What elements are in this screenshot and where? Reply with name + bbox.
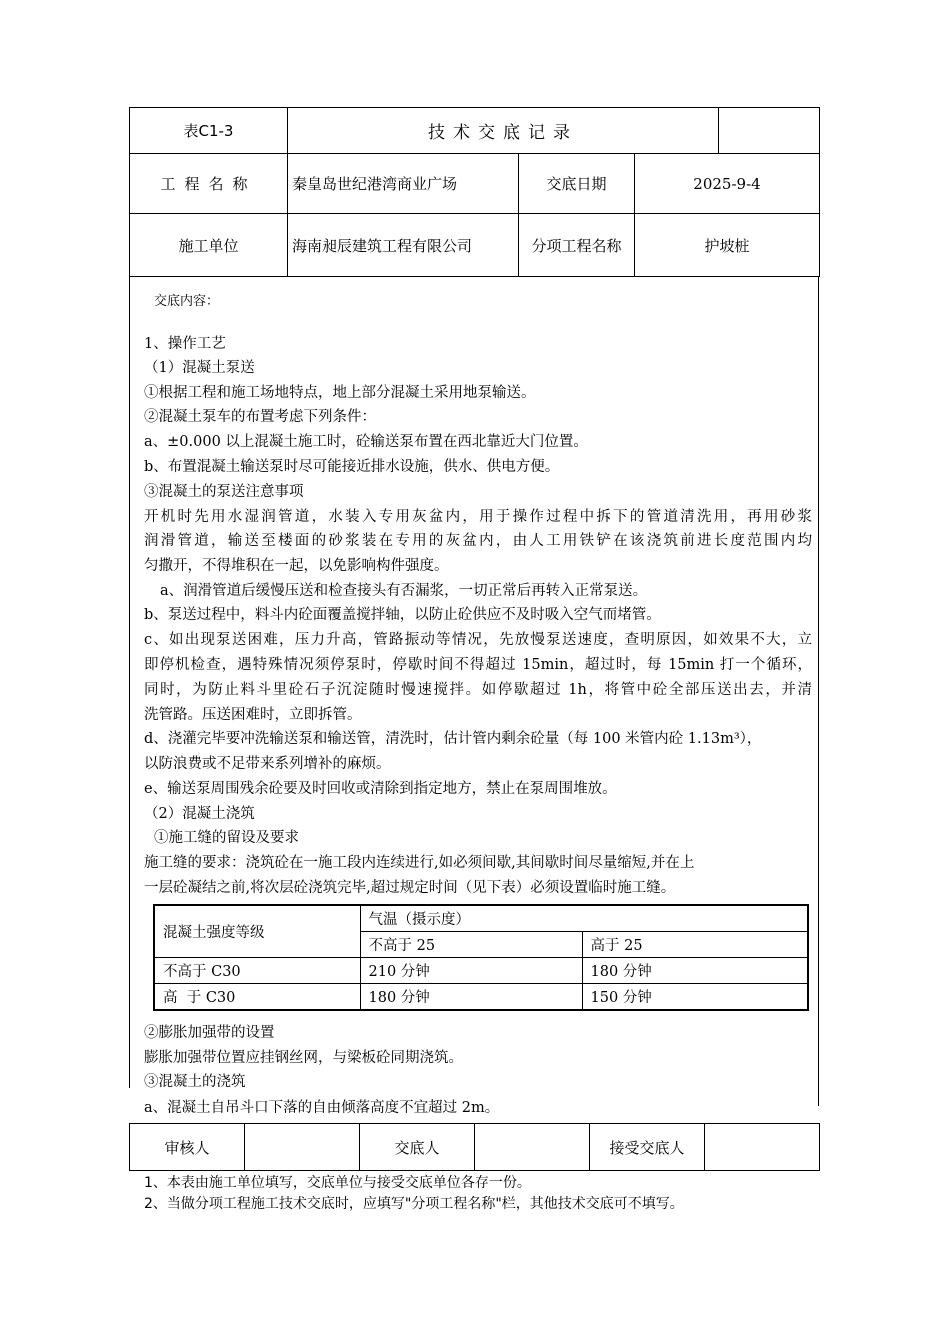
subproject-label: 分项工程名称 — [519, 214, 635, 277]
content-intro: 交底内容： — [154, 294, 220, 309]
content-line: 以防浪费或不足带来系列增补的麻烦。 — [144, 756, 391, 772]
content-line: ③混凝土的浇筑 — [144, 1074, 246, 1090]
content-line: 洗管路。压送困难时，立即拆管。 — [144, 707, 362, 723]
receiver-field[interactable] — [705, 1124, 820, 1171]
project-name-label: 工程名称 — [130, 154, 288, 214]
table-row — [154, 984, 808, 1011]
content-line: （2）混凝土浇筑 — [144, 806, 255, 822]
time-cell: 210 分钟 — [360, 958, 582, 984]
date-label: 交底日期 — [519, 154, 635, 214]
receiver-label: 接受交底人 — [590, 1124, 705, 1171]
time-cell: 180 分钟 — [360, 984, 582, 1011]
reviewer-field[interactable] — [245, 1124, 360, 1171]
content-line: ③混凝土的泵送注意事项 — [144, 484, 304, 500]
content-line: b、泵送过程中，料斗内砼面覆盖搅拌轴，以防止砼供应不及时吸入空气而堵管。 — [144, 607, 661, 623]
date-value: 2025-9-4 — [635, 154, 820, 214]
content-line: b、布置混凝土输送泵时尽可能接近排水设施，供水、供电方便。 — [144, 459, 560, 475]
temperature-header: 气温（摄示度） — [360, 905, 808, 932]
content-line: 施工缝的要求：浇筑砼在一施工段内连续进行,如必须间歇,其间歇时间尽量缩短,并在上 — [144, 855, 695, 871]
header-blank-cell — [719, 108, 820, 154]
time-cell: 150 分钟 — [582, 984, 808, 1011]
content-line: 匀撒开，不得堆积在一起，以免影响构件强度。 — [144, 558, 449, 574]
content-line: 同时，为防止料斗里砼石子沉淀随时慢速搅拌。如停歇超过 1h，将管中砼全部压送出去，并清 — [144, 682, 812, 698]
content-line: 一层砼凝结之前,将次层砼浇筑完毕,超过规定时间（见下表）必须设置临时施工缝。 — [144, 880, 676, 896]
content-line: 1、操作工艺 — [144, 336, 226, 352]
content-line: ②混凝土泵车的布置考虑下列条件： — [144, 409, 376, 425]
content-line: a、润滑管道后缓慢压送和检查接头有否漏浆，一切正常后再转入正常泵送。 — [160, 583, 648, 599]
time-cell: 180 分钟 — [582, 958, 808, 984]
form-id: 表C1-3 — [130, 108, 288, 154]
content-line: 润滑管道，输送至楼面的砂浆装在专用的灰盆内，由人工用铁铲在该浇筑前进长度范围内均 — [144, 533, 812, 549]
contractor-label: 施工单位 — [130, 214, 288, 277]
temp-col-low: 不高于 25 — [360, 932, 582, 958]
contractor-value: 海南昶辰建筑工程有限公司 — [288, 214, 519, 277]
content-line: d、浇灌完毕要冲洗输送泵和输送管，清洗时，估计管内剩余砼量（每 100 米管内砼 1.13m³）， — [144, 731, 762, 747]
content-line: a、±0.000 以上混凝土施工时，砼输送泵布置在西北靠近大门位置。 — [144, 434, 588, 450]
grade-cell: 高 于 C30 — [154, 984, 360, 1011]
discloser-field[interactable] — [475, 1124, 590, 1171]
subproject-value: 护坡桩 — [635, 214, 820, 277]
content-line: e、输送泵周围残余砼要及时回收或清除到指定地方，禁止在泵周围堆放。 — [144, 781, 617, 797]
header-table — [129, 107, 820, 277]
table-row — [154, 958, 808, 984]
grade-header: 混凝土强度等级 — [154, 905, 360, 958]
footnote: 1、本表由施工单位填写，交底单位与接受交底单位各存一份。 — [144, 1175, 531, 1191]
signature-table — [129, 1123, 820, 1171]
content-line: c、如出现泵送困难，压力升高，管路振动等情况，先放慢泵送速度，查明原因，如效果不大，立 — [144, 632, 812, 648]
content-line: ①根据工程和施工场地特点，地上部分混凝土采用地泵输送。 — [144, 385, 536, 401]
project-name-value: 秦皇岛世纪港湾商业广场 — [288, 154, 519, 214]
footnote: 2、当做分项工程施工技术交底时，应填写"分项工程名称"栏，其他技术交底可不填写。 — [144, 1196, 684, 1212]
content-line: 开机时先用水湿润管道，水装入专用灰盆内，用于操作过程中拆下的管道清洗用，再用砂浆 — [144, 509, 812, 525]
content-line: a、混凝土自吊斗口下落的自由倾落高度不宜超过 2m。 — [144, 1100, 500, 1116]
temp-col-high: 高于 25 — [582, 932, 808, 958]
pour-interval-table — [153, 904, 809, 1011]
grade-cell: 不高于 C30 — [154, 958, 360, 984]
content-line: ①施工缝的留设及要求 — [154, 830, 299, 846]
document-title: 技术交底记录 — [288, 108, 719, 154]
content-line: 膨胀加强带位置应挂钢丝网，与梁板砼同期浇筑。 — [144, 1050, 463, 1066]
content-line: （1）混凝土泵送 — [144, 360, 255, 376]
discloser-label: 交底人 — [360, 1124, 475, 1171]
content-line: 即停机检查，遇特殊情况须停泵时，停歇时间不得超过 15min，超过时，每 15min 打一个循环， — [144, 657, 812, 673]
content-line: ②膨胀加强带的设置 — [144, 1025, 275, 1041]
reviewer-label: 审核人 — [130, 1124, 245, 1171]
